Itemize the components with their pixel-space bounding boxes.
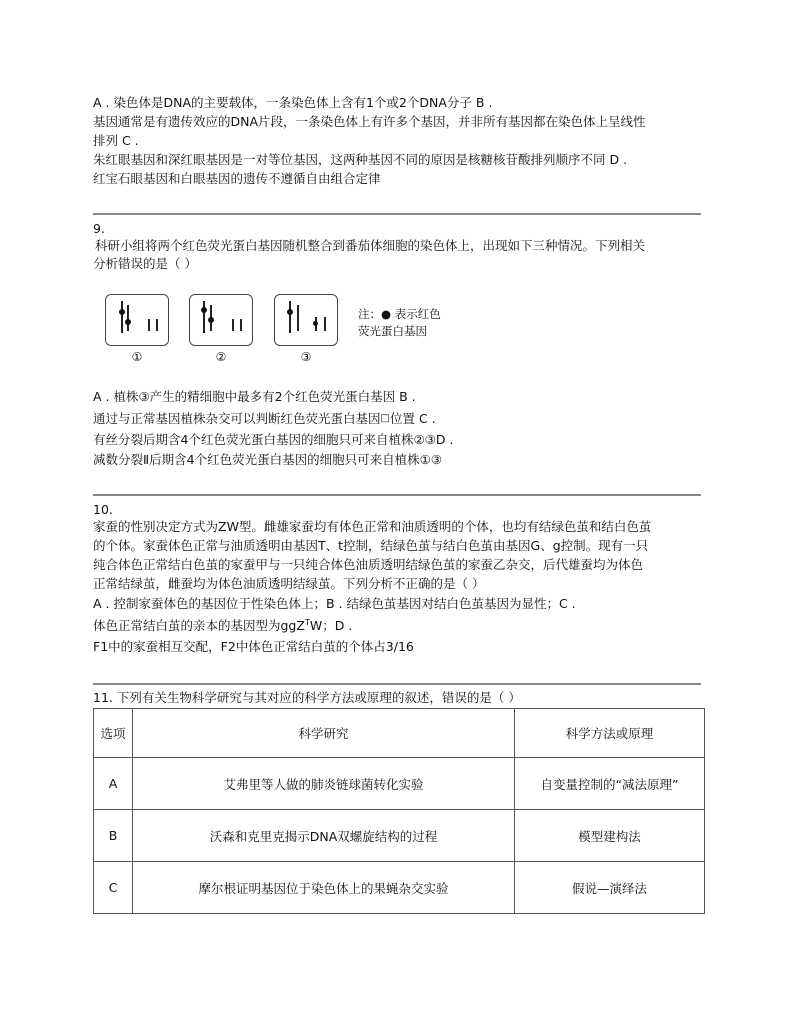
cell-2: [189, 294, 253, 346]
cell-3: [274, 294, 338, 346]
header-method: 科学方法或原理: [515, 709, 705, 758]
gene-dot: [313, 321, 318, 326]
q9-option-line-3: 有丝分裂后期含4个红色荧光蛋白基因的细胞只可来自植株②③D .: [93, 432, 454, 447]
cell-label-1: ①: [131, 350, 143, 364]
diagram-note: [358, 306, 441, 340]
q10-line-2: 的个体。家蚕体色正常与油质透明由基因T、t控制，结绿色茧与结白色茧由基因G、g控制。现有一只: [93, 538, 649, 553]
chromosome-diagram: [105, 290, 465, 370]
q10-number: 10.: [93, 502, 113, 517]
q9-option-line-1: A . 植株③产生的精细胞中最多有2个红色荧光蛋白基因 B .: [93, 389, 416, 404]
gene-dot: [287, 309, 293, 315]
cell-label-2: ②: [215, 350, 227, 364]
note-line-2: 荧光蛋白基因: [358, 324, 427, 338]
cell-label-3: ③: [300, 350, 312, 364]
q11-table: [93, 708, 705, 914]
q8-option-line-3: 排列 C .: [93, 133, 139, 148]
q9-option-line-4: 减数分裂Ⅱ后期含4个红色荧光蛋白基因的细胞只可来自植株①③: [93, 452, 443, 467]
cell-1: [105, 294, 169, 346]
q10-line-3: 纯合体色正常结白色茧的家蚕甲与一只纯合体色油质透明结绿色茧的家蚕乙杂交，后代雄蚕均为体色: [93, 557, 644, 572]
q8-option-line-1: A . 染色体是DNA的主要载体，一条染色体上含有1个或2个DNA分子 B .: [93, 95, 493, 110]
table-row: [94, 758, 705, 810]
q10-line-1: 家蚕的性别决定方式为ZW型。雌雄家蚕均有体色正常和油质透明的个体，也均有结绿色茧和结白色茧: [93, 519, 652, 534]
q10-line-7: F1中的家蚕相互交配，F2中体色正常结白茧的个体占3/16: [93, 639, 414, 654]
q9-stem-line-2: 分析错误的是（ ）: [93, 256, 197, 271]
row-method: 自变量控制的“减法原理”: [515, 758, 705, 810]
q9-stem-line-1: 科研小组将两个红色荧光蛋白基因随机整合到番茄体细胞的染色体上，出现如下三种情况。下列相关: [95, 238, 646, 253]
gene-dot: [125, 319, 131, 325]
row-research: 摩尔根证明基因位于染色体上的果蝇杂交实验: [133, 862, 515, 914]
row-method: 模型建构法: [515, 810, 705, 862]
row-research: 沃森和克里克揭示DNA双螺旋结构的过程: [133, 810, 515, 862]
q10-line-4: 正常结绿茧，雌蚕均为体色油质透明结绿茧。下列分析不正确的是（ ）: [93, 576, 485, 591]
divider: [93, 213, 701, 215]
row-option: A: [94, 758, 133, 810]
row-method: 假说—演绎法: [515, 862, 705, 914]
q8-option-line-4: 朱红眼基因和深红眼基因是一对等位基因，这两种基因不同的原因是核糖核苷酸排列顺序不同 D .: [93, 152, 628, 167]
divider: [93, 494, 701, 496]
divider: [93, 683, 701, 685]
row-option: C: [94, 862, 133, 914]
q8-option-line-5: 红宝石眼基因和白眼基因的遗传不遵循自由组合定律: [93, 171, 381, 186]
q10-line-6: 体色正常结白茧的亲本的基因型为ggZ$^T$W；D .: [93, 617, 353, 633]
gene-dot: [119, 309, 125, 315]
note-line-1: 注：● 表示红色: [358, 307, 441, 321]
header-research: 科学研究: [133, 709, 515, 758]
header-option: 选项: [94, 709, 133, 758]
q11-stem: 11. 下列有关生物科学研究与其对应的科学方法或原理的叙述，错误的是（ ）: [93, 690, 521, 705]
gene-dot: [208, 317, 214, 323]
table-header-row: [94, 709, 705, 758]
q10-line-5: A . 控制家蚕体色的基因位于性染色体上；B . 结绿色茧基因对结白色茧基因为显性；C .: [93, 596, 576, 611]
table-row: [94, 810, 705, 862]
gene-dot: [201, 307, 207, 313]
q9-number: 9.: [93, 221, 105, 236]
table-row: [94, 862, 705, 914]
q8-option-line-2: 基因通常是有遗传效应的DNA片段，一条染色体上有许多个基因，并非所有基因都在染色体上呈线性: [93, 114, 646, 129]
row-research: 艾弗里等人做的肺炎链球菌转化实验: [133, 758, 515, 810]
row-option: B: [94, 810, 133, 862]
q9-option-line-2: 通过与正常基因植株杂交可以判断红色荧光蛋白基因□位置 C .: [93, 411, 436, 426]
